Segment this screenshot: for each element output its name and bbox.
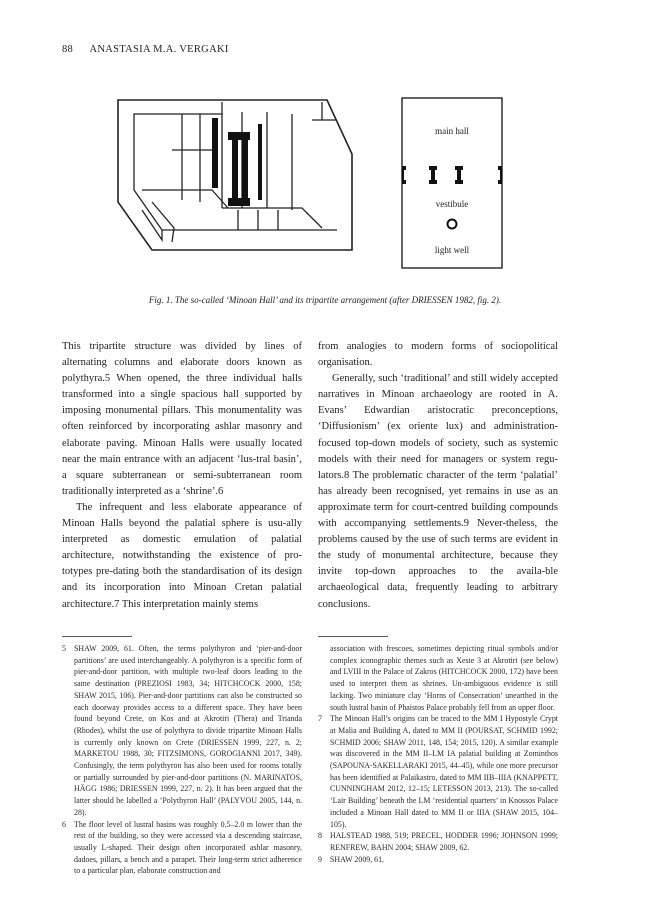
- footnote-number: 9: [318, 854, 322, 864]
- pier-and-door-partition: [402, 166, 502, 184]
- footnote-rule-right: [318, 636, 388, 637]
- running-header: [62, 44, 229, 55]
- footnote-text: SHAW 2009, 61. Often, the terms polythyron and ‘pier-and-door partitions’ are used interchangeably. A polythyron is a specific form of pier-and-door partition, with multiple two-leaf doors leading to the same destination (PREZIOSI 1983, 34; HITCHCOCK 2000, 158; SHAW 2015, 106). Pier-and-door partitions can also be constructed so each doorway provides access to a different space. They have been found beyond Crete, on Kos and at Akrotiri (Thera) and Trianda (Rhodes), whilst the use of polythyra to divide tripartite Minoan Halls is currently only known on Crete (DRIESSEN 1999, 227, n. 2; MARKETOU 1988, 30; FITZSIMONS, GOROGIANNI 2017, 349). Confusingly, the term polythyron has also been used for rooms totally or partially surrounded by pier-and-door partitions (N. MARINATOS, HÄGG 1986; DRIESSEN 1999, 227, n. 2). It has been argued that the latter should be labelled a ‘Polythyron Hall’ (PALYVOU 2005, 144, n. 28).: [74, 644, 302, 817]
- paragraph: This tripartite structure was divided by lines of alternating columns and elaborate doors known as polythyra.5 When opened, the three individual halls transformed into a single spacious hall supported by imposing monumental pillars. This monumentality was often reinforced by incorporating ashlar masonry and elaborate paving. Minoan Halls were usually located near the main entrance with an adjacent ‘lus-tral basin’, a square subterranean or semi-subterranean room traditionally interpreted as a ‘shrine’.6: [62, 341, 302, 497]
- footnote-number: 6: [62, 819, 66, 829]
- footnote: [318, 713, 558, 830]
- page-number: 88: [62, 44, 74, 55]
- paragraph: The infrequent and less elaborate appearance of Minoan Halls beyond the palatial sphere is usu-ally interpreted as domestic emulation of palatial architecture, notwithstanding the existence of pro-totypes pre-dating both the standardisation of its design and its incorporation into Minoan Cretan palatial architecture.7 This interpretation mainly stems: [62, 501, 302, 610]
- footnote: [318, 830, 558, 853]
- footnote-number: 7: [318, 714, 322, 724]
- body-column-right: [318, 339, 558, 613]
- paragraph: from analogies to modern forms of sociopolitical organisation.: [318, 341, 558, 369]
- label-light-well: light well: [434, 245, 470, 255]
- figure-caption: Fig. 1. The so-called ‘Minoan Hall’ and its tripartite arrangement (after DRIESSEN 1982, fig. 2).: [148, 295, 502, 305]
- footnote-number: 8: [318, 831, 322, 841]
- footnote-text: The floor level of lustral basins was roughly 0.5–2.0 m lower than the rest of the building, so they were accessed via a descending staircase, usually L-shaped. Their design often incorporated ashlar masonry, dadoes, pillars, a bench and a parapet. Their long-term strict adherence to a particular plan, elaborate construction and: [74, 819, 302, 876]
- column-group: [212, 118, 262, 206]
- plan-outline: [402, 98, 502, 268]
- body-column-left: [62, 339, 302, 613]
- footnote: [62, 643, 302, 819]
- minoan-hall-drawing: [112, 90, 505, 272]
- footnote-text: association with frescoes, sometimes depicting ritual symbols and/or complex iconographic themes such as Xeste 3 at Akrotiri (see below) and LVIII in the Palace of Zakros (HITCHCOCK 2000, 172) have been used to interpret them as shrines. Un-ambiguous evidence is still lacking. Two miniature clay ‘Horns of Consecration’ unearthed in the south lustral basin of Phaistos Palace probably fell from an upper floor.: [330, 644, 558, 712]
- footnote-text: The Minoan Hall’s origins can be traced to the MM I Hypostyle Crypt at Malia and Building A, dated to MM II (POURSAT, SCHMID 1992; SCHMID 2006; SHAW 2011, 148, 154; 2015, 120). A similar example was discovered in the MM II–LM IA palatial building at Zominthos (SAPOUNA-SAKELLARAKI 2015, 44–45), while one more precursor has been identified at Palaikastro, dated to MM IIB–IIIA (KNAPPETT, CUNNINGHAM 2012, 12–15; LETESSON 2013, 213). The so-called ‘Lair Building’ beneath the LM ‘residential quarters’ in Knossos Palace included a Minoan Hall dated to MM II or IIIA (SHAW 2015, 104–105).: [330, 714, 558, 829]
- light-well-column-icon: [448, 220, 457, 229]
- footnote-text: HALSTEAD 1988, 519; PRECEL, HODDER 1996; JOHNSON 1999; RENFREW, BAHN 2004; SHAW 2009, 62.: [330, 831, 558, 852]
- footnote-rule-left: [62, 636, 132, 637]
- footnote-text: SHAW 2009, 61.: [330, 854, 385, 864]
- label-main-hall: main hall: [435, 126, 469, 136]
- footnote: [318, 854, 558, 866]
- running-head-author: ANASTASIA M.A. VERGAKI: [89, 44, 229, 55]
- paragraph: Generally, such ‘traditional’ and still widely accepted narratives in Minoan archaeology are rooted in A. Evans’ Edwardian aristocratic preconceptions, ‘Diffusionism’ (ex oriente lux) and administration-focused top-down models of society, such as systemic models with their need for managers or system regu-lators.8 The problematic character of the term ‘palatial’ has already been recognised, yet remains in use as an approximate term for court-centred building compounds with accompanying settlements.9 Never-theless, the problems caused by the use of such terms are evident in the study of monumental architecture, because they invite top-down approaches to the availa-ble archaeological data, frequently leading to arbitrary conclusions.: [318, 373, 558, 610]
- footnote-number: 5: [62, 644, 66, 653]
- footnote-continued: [318, 643, 558, 713]
- plan-diagram: [402, 98, 502, 268]
- label-vestibule: vestibule: [435, 199, 469, 209]
- footnotes-right: [318, 643, 558, 865]
- footnote: [62, 819, 302, 878]
- minoan-hall-figure: [112, 90, 505, 272]
- footnotes-left: [62, 643, 302, 877]
